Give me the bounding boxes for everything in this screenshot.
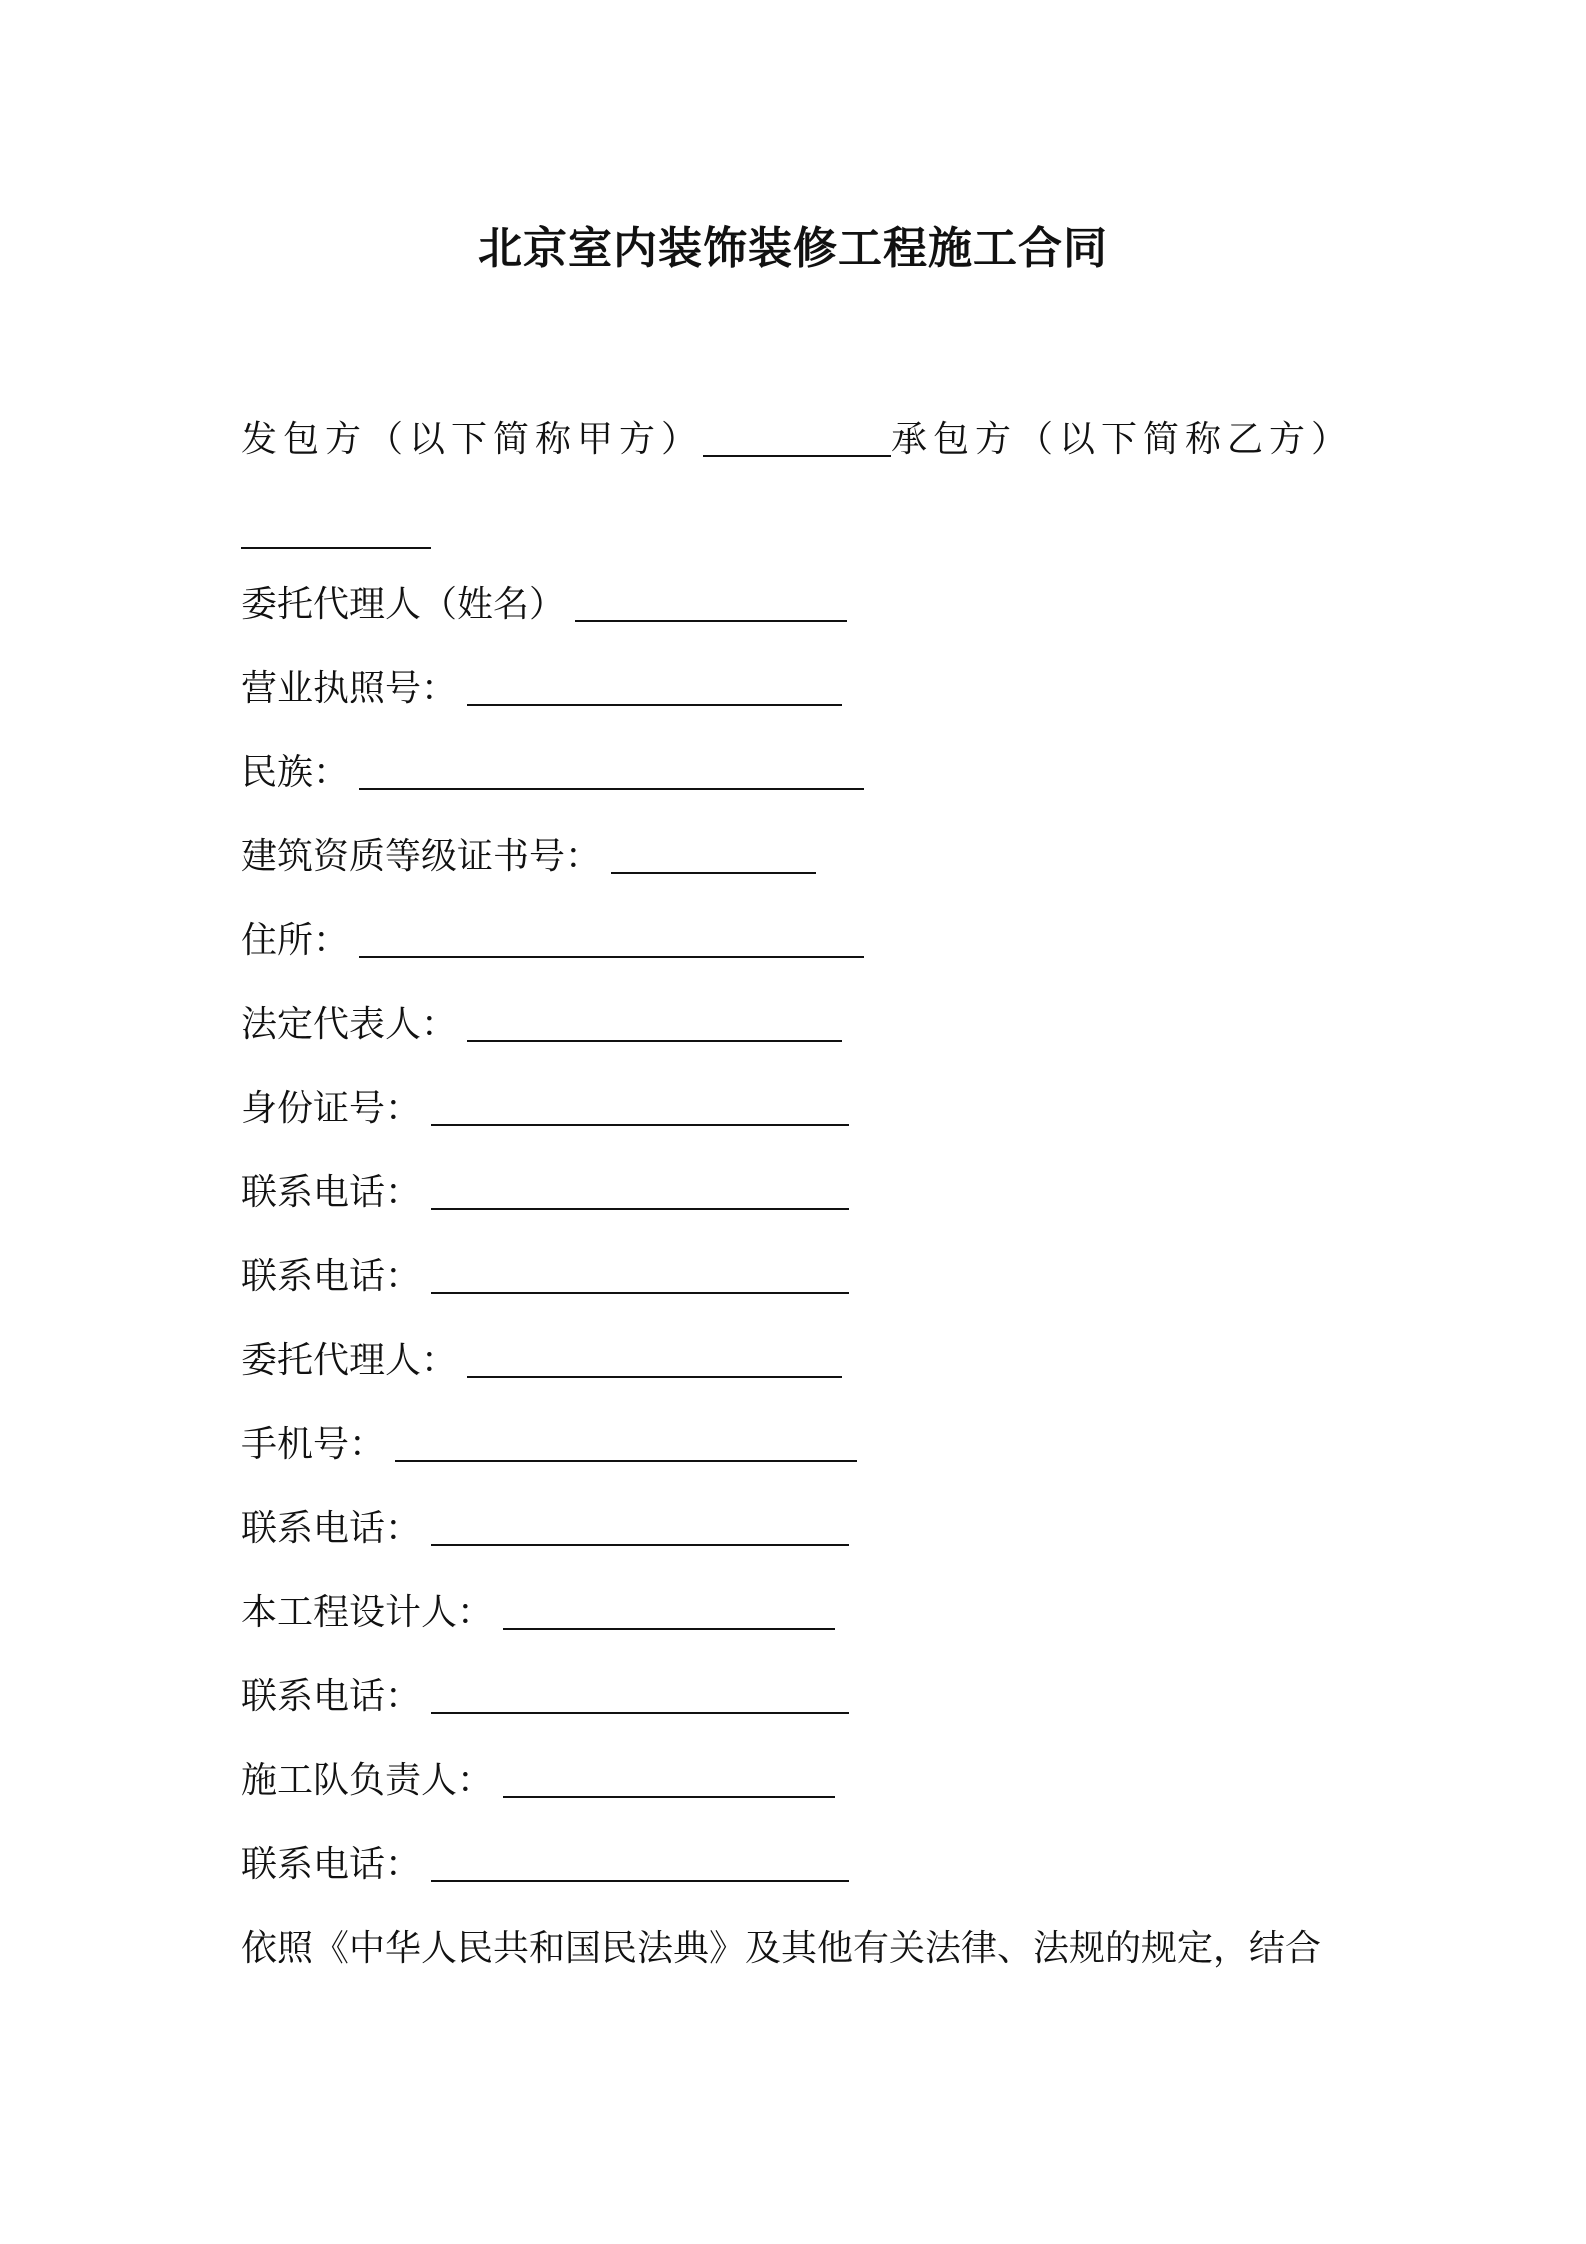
field-blank[interactable] [503,1590,835,1630]
field-id-number [241,1084,849,1134]
field-mobile [241,1420,857,1470]
parties-line [241,415,1353,465]
field-phone-4 [241,1672,849,1722]
field-blank[interactable] [359,750,864,790]
field-blank[interactable] [503,1758,835,1798]
document-title: 北京室内装饰装修工程施工合同 [478,223,1108,274]
field-label: 手机号： [241,1424,386,1465]
field-label: 联系电话： [241,1676,422,1717]
field-blank[interactable] [467,1002,842,1042]
field-label: 营业执照号： [241,668,458,709]
field-label: 民族： [241,752,350,793]
field-label: 联系电话： [241,1172,422,1213]
field-phone-3 [241,1504,849,1554]
field-blank[interactable] [611,834,816,874]
field-blank[interactable] [359,918,864,958]
field-phone-1 [241,1168,849,1218]
field-label: 身份证号： [241,1088,422,1129]
field-agent-name [241,580,847,630]
party-b-line [241,507,431,557]
field-designer [241,1588,835,1638]
party-a-blank[interactable] [703,417,891,457]
field-blank[interactable] [431,1254,849,1294]
field-label: 联系电话： [241,1508,422,1549]
field-blank[interactable] [467,666,842,706]
field-business-license [241,664,842,714]
field-team-leader [241,1756,835,1806]
field-blank[interactable] [431,1674,849,1714]
field-blank[interactable] [431,1086,849,1126]
party-a-label: 发包方（以下简称甲方） [241,419,704,460]
field-blank[interactable] [431,1170,849,1210]
field-label: 委托代理人： [241,1340,458,1381]
field-label: 施工队负责人： [241,1760,494,1801]
field-ethnicity [241,748,864,798]
field-blank[interactable] [395,1422,857,1462]
field-label: 住所： [241,920,350,961]
field-label: 联系电话： [241,1256,422,1297]
party-b-label: 承包方（以下简称乙方） [891,419,1354,460]
field-blank[interactable] [467,1338,842,1378]
field-label: 本工程设计人： [241,1592,494,1633]
field-phone-2 [241,1252,849,1302]
field-qualification-cert [241,832,816,882]
field-phone-5 [241,1840,849,1890]
field-blank[interactable] [431,1842,849,1882]
field-blank[interactable] [575,582,847,622]
field-agent [241,1336,842,1386]
field-label: 建筑资质等级证书号： [241,836,602,877]
body-paragraph: 依照《中华人民共和国民法典》及其他有关法律、法规的规定，结合 [241,1928,1322,1969]
field-legal-rep [241,1000,842,1050]
party-b-blank[interactable] [241,509,431,549]
field-label: 委托代理人（姓名） [241,584,566,625]
field-address [241,916,864,966]
field-label: 联系电话： [241,1844,422,1885]
field-blank[interactable] [431,1506,849,1546]
field-label: 法定代表人： [241,1004,458,1045]
